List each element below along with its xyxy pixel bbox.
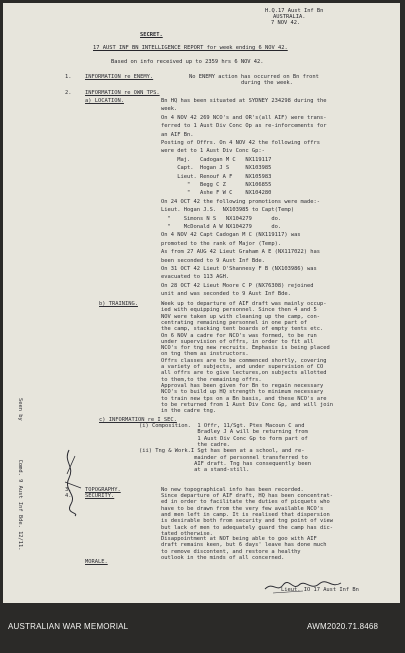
document-line: Bn HQ has been situated at SYDNEY 234298 during the (161, 98, 327, 104)
document-line: at a stand-still. (139, 467, 250, 474)
closing-signature-title: Lieut. IO 17 Aust Inf Bn (281, 587, 359, 593)
section-1-text: No ENEMY action has occurred on Bn front (189, 74, 319, 80)
header-date: 7 NOV 42. (271, 20, 301, 26)
document-line: On 4 NOV 42 Capt Cadogan M C (NX119117) was (161, 232, 301, 239)
document-line: NCO's to build up HQ strength to minimum necessary (161, 389, 324, 396)
document-line: to be returned from 1 Aust Div Conc Gp, and will join (161, 401, 334, 408)
footer-accession-number: AWM2020.71.8468 (307, 622, 379, 631)
document-line: mainder of personnel transferred to (139, 454, 308, 461)
document-line: tated otherwise. (161, 530, 213, 537)
document-line: on tng them as instructors. (161, 351, 249, 358)
section-1-number: 1. (65, 74, 72, 80)
document-line: Posting of Offrs. On 4 NOV 42 the following offrs (161, 140, 321, 146)
document-line: been seconded to 9 Aust Inf Bde. (161, 257, 265, 264)
i-sec-label: c) INFORMATION re I SEC. (99, 417, 177, 423)
section-1-text-2: during the week. (241, 80, 293, 86)
document-page (3, 3, 400, 603)
document-line: NCO's for tng new recruits. Emphasis is being placed (161, 345, 330, 352)
section-2-number: 2. (65, 90, 72, 96)
document-line: On 4 NOV 42 269 NCO's and OR's(all AIF) were trans- (161, 114, 327, 121)
document-line: and men left in camp. It is realised that dispersion (161, 511, 330, 518)
secret-heading: SECRET. (140, 32, 163, 38)
document-line: Approval has been given for Bn to regain necessary (161, 382, 324, 389)
document-line: As from 27 AUG 42 Lieut Graham A E (NX117022) has (161, 249, 321, 256)
document-line: were det to 1 Aust Div Conc Gp:- (161, 148, 265, 155)
document-line: under supervision of offrs, in order to fit all (161, 338, 314, 345)
section-1-label: INFORMATION re ENEMY. (85, 74, 154, 80)
section-3-number: 3. (65, 487, 72, 493)
document-line: On 28 OCT 42 Lieut Moore C P (NX76308) rejoined (161, 282, 314, 289)
topography-label: TOPOGRAPHY. (85, 487, 121, 493)
document-line: all offrs are to give lectures,on subjects allotted (161, 370, 327, 377)
document-line: to them,to the remaining offrs. (161, 376, 262, 383)
document-line: Maj. Cadogan M C NX119117 (161, 156, 272, 163)
document-line: to remove discontent, and restore a healthy (161, 548, 301, 555)
footer-bar (0, 603, 405, 653)
document-line: " Ashe F W C NX104280 (161, 190, 272, 197)
footer-institution: AUSTRALIAN WAR MEMORIAL (8, 622, 129, 631)
document-line: have to be drawn from the very few available NCO's (161, 505, 324, 512)
document-line: centrating remaining personnel in one part of (161, 319, 308, 326)
document-line: ied with equipping personnel. Since then 4 and 5 (161, 307, 317, 314)
handwritten-signature-commander (61, 448, 87, 518)
document-line: " Begg C Z NX106855 (161, 182, 272, 188)
document-line: AIF draft. Tng has consequently been (139, 460, 312, 467)
header-unit: H.Q.17 Aust Inf Bn (265, 8, 324, 14)
report-subtitle: Based on info received up to 2359 hrs 6 NOV 42. (111, 59, 264, 65)
document-line: Disappointment at NOT being able to goo with AIF (161, 536, 317, 542)
document-line: On 31 OCT 42 Lieut O'Shannesy F B (NX103986) was (161, 266, 317, 272)
document-line: (i) Composition. 1 Offr, 11/Sgt. Ptes Macoun C and (139, 423, 305, 429)
document-line: in the cadre tng. (161, 408, 217, 415)
document-line: 1 Aust Div Conc Gp to form part of (139, 435, 308, 442)
topography-text: No new topographical info has been recorded. (161, 487, 304, 493)
section-4-number: 4. (65, 493, 72, 499)
training-label: b) TRAINING. (99, 301, 138, 307)
document-line: outlook in the minds of all concerned. (161, 554, 285, 561)
document-line: but lack of men to adequately guard the camp has dic- (161, 524, 334, 531)
document-line: the camp, stacking tent boards of empty tents etc. (161, 326, 324, 333)
document-line: the cadre. (139, 441, 230, 448)
document-line: " Simons N S NX104279 do. (161, 215, 282, 222)
section-2-label: INFORMATION re OWN TPS. (85, 90, 160, 96)
document-line: On 6 NOV a cadre for NCO's was formed, to be run (161, 332, 317, 339)
handwritten-signature-io (263, 579, 343, 595)
document-line: " McDonald A W NX104279 do. (161, 224, 282, 230)
document-line: On 24 OCT 42 the following promotions were made:- (161, 198, 321, 205)
header-country: AUSTRALIA. (273, 14, 306, 20)
report-title: 17 AUST INF BN INTELLIGENCE REPORT for week ending 6 NOV 42. (93, 45, 288, 51)
document-line: evacuated to 113 AGH. (161, 274, 230, 281)
document-line: an AIF Bn. (161, 131, 194, 138)
document-line: week. (161, 106, 178, 113)
seen-by-note: Seen by Comd. 9 Aust Inf Bde. 12/11. (17, 398, 23, 551)
location-label: a) LOCATION. (85, 98, 124, 104)
document-line: promoted to the rank of Major (Temp). (161, 240, 282, 247)
document-line: Week up to departure of AIF draft was mainly occup- (161, 301, 327, 307)
document-line: (ii) Tng & Work.I Sgt has been at a school, and re- (139, 448, 305, 455)
morale-label: MORALE. (85, 559, 108, 565)
document-line: Capt. Hogan J S NX103985 (161, 165, 272, 172)
document-line: unit and was seconded to 9 Aust Inf Bde. (161, 291, 291, 298)
document-line: Lieut. Hogan J.S. NX103985 to Capt(Temp) (161, 207, 295, 214)
document-line: ed in order to facilitate the duties of picquets who (161, 499, 330, 506)
document-line: Bradley J A will be returning from (139, 429, 308, 436)
security-label: SECURITY. (85, 493, 115, 499)
document-line: draft remains keen, but 6 days' leave has done much (161, 542, 327, 549)
document-line: Since departure of AIF draft, HQ has been concentrat- (161, 493, 334, 499)
document-line: Offrs classes are to be commenced shortly, covering (161, 357, 327, 364)
document-line: NOV were taken up with cleaning up the camp, con- (161, 313, 321, 320)
document-line: a variety of subjects, and under supervision of CO (161, 364, 324, 370)
document-line: is desirable both from security and tng point of view (161, 518, 334, 525)
document-line: to train new tps on a Bn basis, and these NCO's are (161, 395, 327, 402)
document-line: Lieut. Renouf A F NX105983 (161, 173, 272, 180)
document-line: ferred to 1 Aust Div Conc Op as re-inforcements for (161, 123, 327, 130)
